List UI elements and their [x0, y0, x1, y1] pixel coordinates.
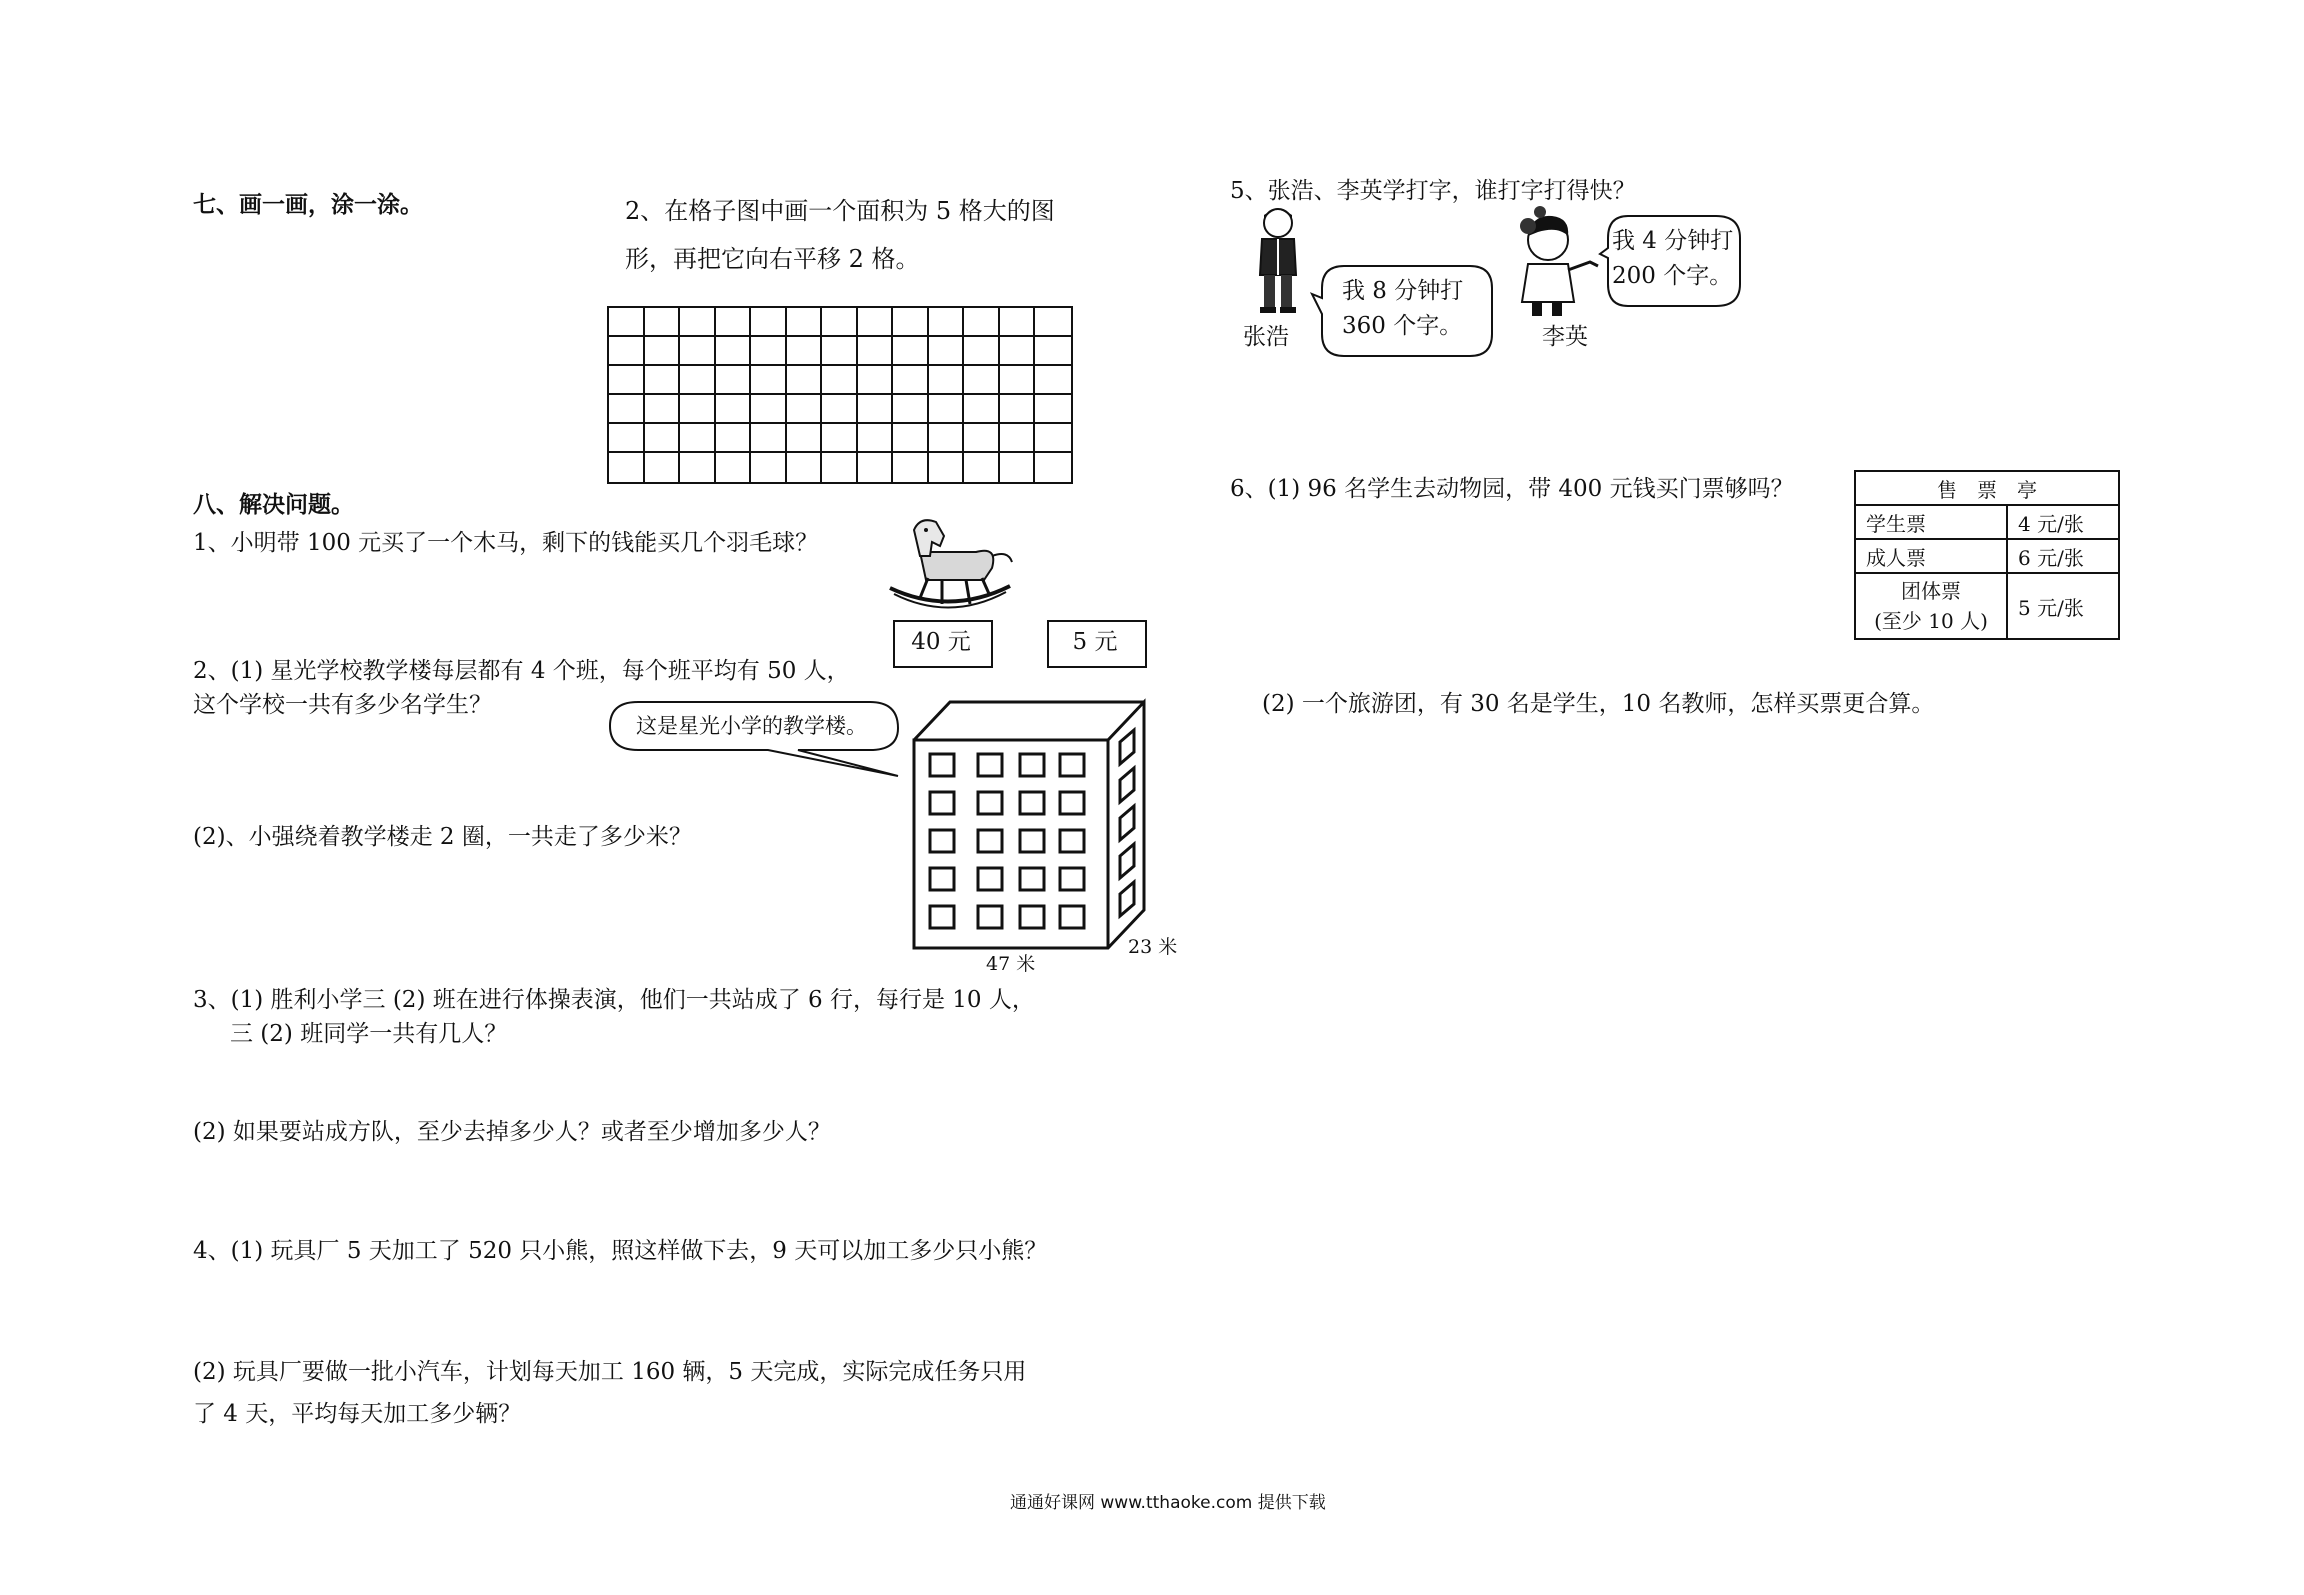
q8-2-1-line1: 2、(1) 星光学校教学楼每层都有 4 个班，每个班平均有 50 人， [193, 658, 850, 684]
q5-text: 5、张浩、李英学打字，谁打字打得快？ [1230, 178, 1636, 204]
grid-cell[interactable] [964, 395, 1000, 424]
grid-cell[interactable] [893, 337, 929, 366]
grid-cell[interactable] [858, 337, 894, 366]
building-depth-label: 23 米 [1128, 936, 1178, 958]
grid-cell[interactable] [929, 337, 965, 366]
grid-cell[interactable] [1000, 366, 1036, 395]
grid-cell[interactable] [929, 366, 965, 395]
grid-cell[interactable] [645, 395, 681, 424]
grid-cell[interactable] [1000, 308, 1036, 337]
grid-cell[interactable] [787, 424, 823, 453]
ticket-price: 4 元/张 [2007, 505, 2119, 539]
q8-2-1-line2: 这个学校一共有多少名学生？ [193, 692, 492, 718]
grid-cell[interactable] [893, 366, 929, 395]
grid-cell[interactable] [822, 395, 858, 424]
boy-name: 张浩 [1243, 324, 1289, 350]
grid-cell[interactable] [716, 453, 752, 482]
grid-cell[interactable] [1000, 395, 1036, 424]
grid-cell[interactable] [858, 453, 894, 482]
grid-cell[interactable] [787, 337, 823, 366]
grid-cell[interactable] [1035, 308, 1071, 337]
grid-cell[interactable] [680, 366, 716, 395]
girl-speech-line1: 我 4 分钟打 [1612, 228, 1734, 254]
girl-speech-line2: 200 个字。 [1612, 263, 1733, 289]
horse-price: 40 元 [911, 629, 971, 655]
grid-cell[interactable] [680, 337, 716, 366]
grid-cell[interactable] [858, 308, 894, 337]
building-width-label: 47 米 [986, 953, 1036, 975]
grid-cell[interactable] [929, 395, 965, 424]
grid-cell[interactable] [822, 337, 858, 366]
section8-title: 八、解决问题。 [193, 492, 354, 518]
grid-cell[interactable] [858, 424, 894, 453]
grid-cell[interactable] [751, 337, 787, 366]
grid-cell[interactable] [609, 366, 645, 395]
grid-cell[interactable] [751, 366, 787, 395]
grid-cell[interactable] [609, 424, 645, 453]
q8-2-2: (2)、小强绕着教学楼走 2 圈，一共走了多少米？ [193, 824, 692, 850]
grid-cell[interactable] [645, 453, 681, 482]
boy-figure-icon [1250, 205, 1306, 315]
ticket-type-group [1855, 573, 2007, 639]
grid-cell[interactable] [822, 308, 858, 337]
group-condition: (至少 10 人) [1874, 609, 1988, 633]
ticket-type: 学生票 [1855, 505, 2007, 539]
grid-cell[interactable] [929, 424, 965, 453]
q6-part1: 6、(1) 96 名学生去动物园，带 400 元钱买门票够吗？ [1230, 476, 1794, 502]
grid-cell[interactable] [645, 337, 681, 366]
grid-cell[interactable] [716, 395, 752, 424]
footer-text: 通通好课网 www.tthaoke.com 提供下载 [1010, 1493, 1326, 1513]
grid-cell[interactable] [751, 308, 787, 337]
grid-cell[interactable] [609, 337, 645, 366]
q8-4-2-line2: 了 4 天，平均每天加工多少辆？ [193, 1401, 522, 1427]
ball-price: 5 元 [1072, 629, 1118, 655]
q6-part2: (2) 一个旅游团，有 30 名是学生，10 名教师，怎样买票更合算。 [1262, 691, 1935, 717]
grid-cell[interactable] [929, 308, 965, 337]
grid-cell[interactable] [964, 453, 1000, 482]
grid-cell[interactable] [1035, 366, 1071, 395]
grid-cell[interactable] [716, 424, 752, 453]
grid-cell[interactable] [1035, 395, 1071, 424]
grid-cell[interactable] [716, 366, 752, 395]
grid-cell[interactable] [680, 424, 716, 453]
section7-title: 七、画一画，涂一涂。 [193, 192, 423, 218]
grid-cell[interactable] [751, 395, 787, 424]
grid-cell[interactable] [609, 308, 645, 337]
q7-2-line1: 2、在格子图中画一个面积为 5 格大的图 [625, 197, 1055, 225]
grid-cell[interactable] [929, 453, 965, 482]
grid-cell[interactable] [822, 424, 858, 453]
grid-cell[interactable] [680, 395, 716, 424]
grid-cell[interactable] [858, 395, 894, 424]
grid-cell[interactable] [716, 308, 752, 337]
q8-3-2: (2) 如果要站成方队，至少去掉多少人？或者至少增加多少人？ [193, 1119, 831, 1145]
grid-cell[interactable] [787, 453, 823, 482]
grid-cell[interactable] [1000, 453, 1036, 482]
grid-cell[interactable] [893, 395, 929, 424]
table-row [1855, 539, 2119, 573]
girl-figure-icon [1512, 206, 1602, 318]
group-label: 团体票 [1901, 579, 1961, 603]
grid-cell[interactable] [787, 366, 823, 395]
table-row [1855, 505, 2119, 539]
q8-1: 1、小明带 100 元买了一个木马，剩下的钱能买几个羽毛球？ [193, 530, 819, 556]
q8-3-1-line1: 3、(1) 胜利小学三 (2) 班在进行体操表演，他们一共站成了 6 行，每行是 10 人， [193, 987, 1035, 1013]
boy-speech-line2: 360 个字。 [1342, 313, 1463, 339]
grid-cell[interactable] [751, 424, 787, 453]
ticket-price: 5 元/张 [2007, 573, 2119, 639]
grid-cell[interactable] [858, 366, 894, 395]
school-building-icon [912, 700, 1146, 950]
grid-cell[interactable] [964, 424, 1000, 453]
q8-4-1: 4、(1) 玩具厂 5 天加工了 520 只小熊，照这样做下去，9 天可以加工多少只小熊？ [193, 1238, 1048, 1264]
boy-speech-line1: 我 8 分钟打 [1342, 278, 1464, 304]
grid-cell[interactable] [893, 453, 929, 482]
q8-3-1-line2: 三 (2) 班同学一共有几人？ [230, 1021, 508, 1047]
grid-cell[interactable] [680, 453, 716, 482]
grid-cell[interactable] [964, 308, 1000, 337]
grid-cell[interactable] [609, 453, 645, 482]
ticket-price-table [1854, 470, 2120, 640]
grid-cell[interactable] [680, 308, 716, 337]
building-speech-text: 这是星光小学的教学楼。 [636, 714, 867, 738]
grid-cell[interactable] [1035, 337, 1071, 366]
drawing-grid[interactable] [607, 306, 1073, 484]
ticket-price: 6 元/张 [2007, 539, 2119, 573]
grid-cell[interactable] [964, 337, 1000, 366]
grid-cell[interactable] [645, 366, 681, 395]
table-row [1855, 573, 2119, 639]
grid-cell[interactable] [609, 395, 645, 424]
q7-2-line2: 形，再把它向右平移 2 格。 [625, 245, 920, 273]
grid-cell[interactable] [964, 366, 1000, 395]
grid-cell[interactable] [1000, 337, 1036, 366]
grid-cell[interactable] [645, 424, 681, 453]
grid-cell[interactable] [1035, 424, 1071, 453]
grid-cell[interactable] [1000, 424, 1036, 453]
grid-cell[interactable] [822, 453, 858, 482]
grid-cell[interactable] [822, 366, 858, 395]
grid-cell[interactable] [893, 308, 929, 337]
grid-cell[interactable] [893, 424, 929, 453]
grid-cell[interactable] [751, 453, 787, 482]
grid-cell[interactable] [1035, 453, 1071, 482]
grid-cell[interactable] [645, 308, 681, 337]
grid-cell[interactable] [787, 308, 823, 337]
girl-name: 李英 [1542, 324, 1588, 350]
grid-cell[interactable] [716, 337, 752, 366]
grid-cell[interactable] [787, 395, 823, 424]
q8-4-2-line1: (2) 玩具厂要做一批小汽车，计划每天加工 160 辆，5 天完成，实际完成任务只用 [193, 1359, 1027, 1385]
table-title: 售 票 亭 [1855, 471, 2119, 505]
rocking-horse-icon [880, 516, 1020, 616]
ticket-type: 成人票 [1855, 539, 2007, 573]
